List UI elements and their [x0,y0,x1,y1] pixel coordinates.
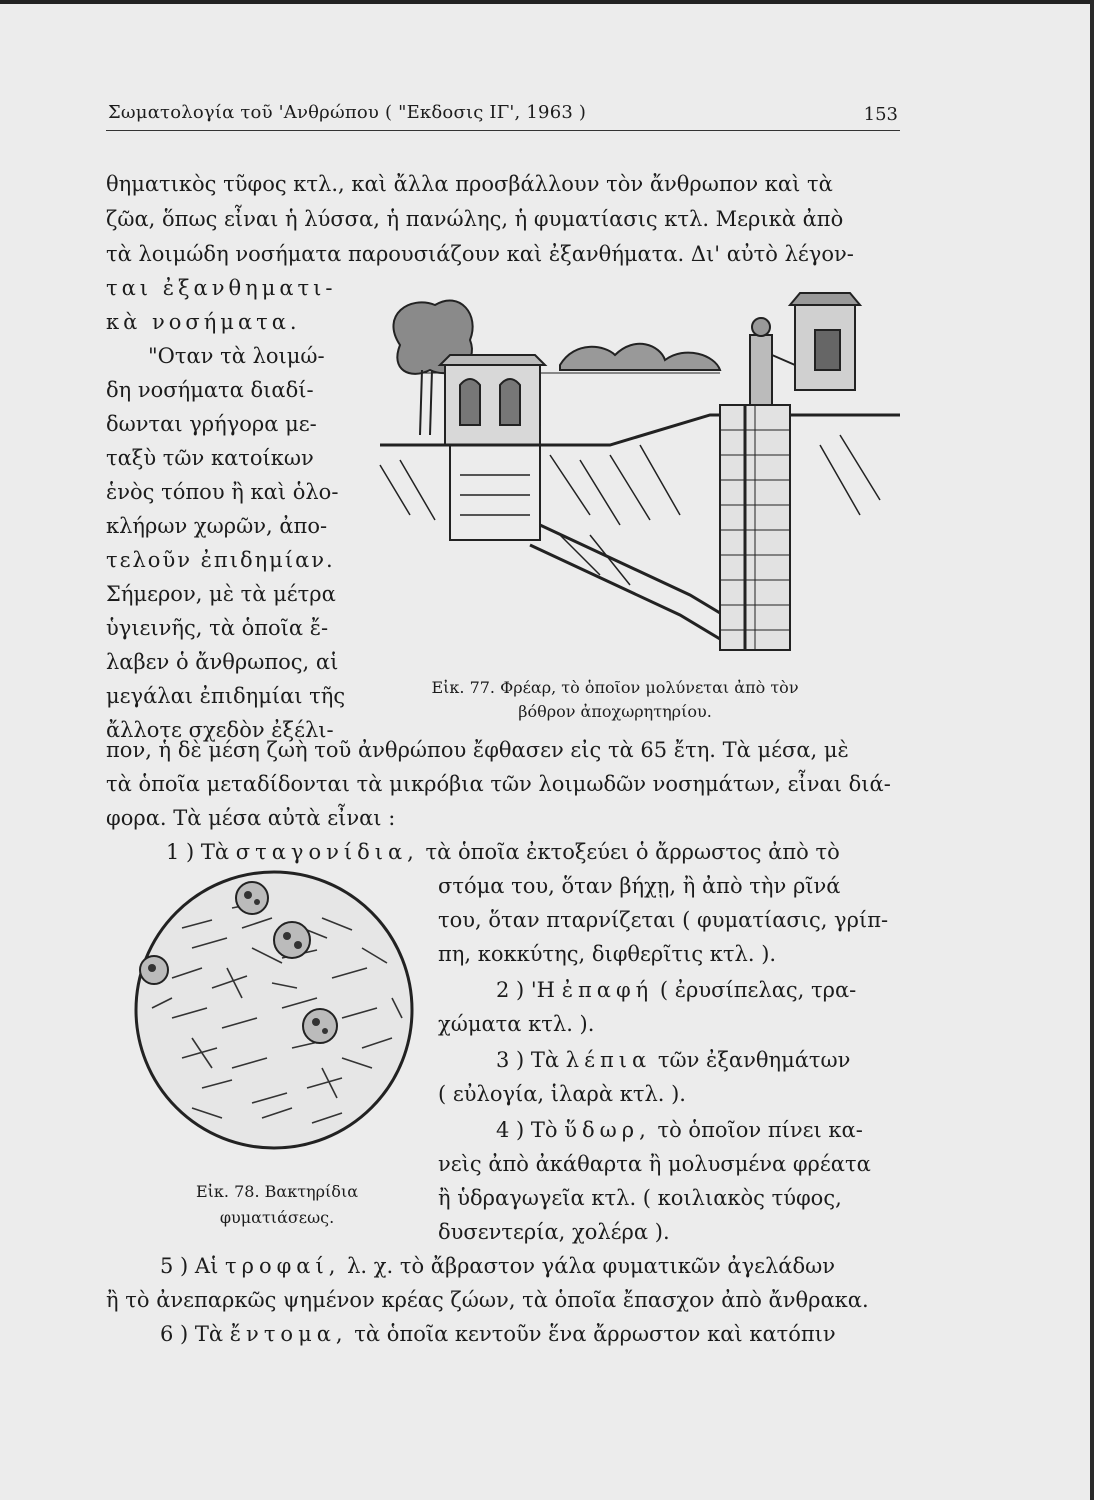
right-column-line: στόμα του, ὅταν βήχῃ, ἢ ἀπὸ τὴν ρῖνά [438,874,841,898]
item-1-term: σταγονίδια, [235,840,419,864]
running-head [106,100,900,131]
item-6-term: ἔντομα, [229,1322,348,1346]
item-4-prefix: 4 ) Τὸ [496,1118,558,1142]
left-column-line: "Οταν τὰ λοιμώ- [148,344,325,368]
left-column-line: ἑνὸς τόπου ἢ καὶ ὁλο- [106,480,339,504]
left-column-line: τελοῦν ἐπιδημίαν. [106,548,335,572]
item-4-cont: ἢ ὑδραγωγεῖα κτλ. ( κοιλιακὸς τύφος, [438,1186,842,1210]
item-6-prefix: 6 ) Τὰ [160,1322,224,1346]
left-column-line: ἄλλοτε σχεδὸν ἐξέλι- [106,718,334,742]
figure-78-caption-line1: Εἰκ. 78. Βακτηρίδια [195,1182,359,1201]
intro-line: θηματικὸς τῦφος κτλ., καὶ ἄλλα προσβάλλουν τὸν ἄνθρωπον καὶ τὰ [106,172,833,196]
mid-line: φορα. Τὰ μέσα αὐτὰ εἶναι : [106,806,396,830]
left-column-line: Σήμερον, μὲ τὰ μέτρα [106,582,336,606]
item-1-prefix: 1 ) Τὰ [166,840,230,864]
item-3-term: λέπια [565,1048,652,1072]
left-column-line: δη νοσήματα διαδί- [106,378,314,402]
item-1-line [166,838,840,866]
left-column-line: κλήρων χωρῶν, ἀπο- [106,514,328,538]
item-2-rest: ( ἐρυσίπελας, τρα- [659,978,857,1002]
item-3-cont: ( εὐλογία, ἱλαρὰ κτλ. ). [438,1082,686,1106]
item-6-line [160,1320,836,1348]
item-5-rest: λ. χ. τὸ ἄβραστον γάλα φυματικῶν ἀγελάδων [347,1254,836,1278]
item-4-rest: τὸ ὁποῖον πίνει κα- [657,1118,863,1142]
item-5-cont: ἢ τὸ ἀνεπαρκῶς ψημένον κρέας ζώων, τὰ ὁποῖα ἔπασχον ἀπὸ ἄνθρακα. [106,1288,869,1312]
item-3-prefix: 3 ) Τὰ [496,1048,560,1072]
item-2-cont: χώματα κτλ. ). [438,1012,595,1036]
well-latrine-illustration [360,285,900,665]
left-column-line: δωνται γρήγορα με- [106,412,317,436]
figure-77-caption-line1: Εἰκ. 77. Φρέαρ, τὸ ὁποῖον μολύνεται ἀπὸ τὸν [431,678,799,697]
item-4-line [496,1116,863,1144]
intro-line: τὰ λοιμώδη νοσήματα παρουσιάζουν καὶ ἐξανθήματα. Δι' αὐτὸ λέγον- [106,242,854,266]
intro-line: ται ἐξανθηματι- [106,276,337,300]
item-3-line [496,1046,850,1074]
left-column-line: μεγάλαι ἐπιδημίαι τῆς [106,684,346,708]
item-4-cont: νεὶς ἀπὸ ἀκάθαρτα ἢ μολυσμένα φρέατα [438,1152,871,1176]
item-1-rest: τὰ ὁποῖα ἐκτοξεύει ὁ ἄρρωστος ἀπὸ τὸ [425,840,840,864]
running-head-title: Σωματολογία τοῦ 'Ανθρώπου ( "Εκδοσις ΙΓ', 1963 ) [108,102,587,123]
figure-77-caption-line2: βόθρον ἀποχωρητηρίου. [518,702,712,721]
item-2-term: ἐπαφή [561,978,654,1002]
mid-line: τὰ ὁποῖα μεταδίδονται τὰ μικρόβια τῶν λοιμωδῶν νοσημάτων, εἶναι διά- [106,772,891,796]
item-5-line [160,1252,835,1280]
item-5-term: τροφαί, [225,1254,341,1278]
left-column-line: ταξὺ τῶν κατοίκων [106,446,314,470]
item-5-prefix: 5 ) Αἱ [160,1254,219,1278]
right-column-line: του, ὅταν πταρνίζεται ( φυματίασις, γρίπ- [438,908,889,932]
left-column-line: λαβεν ὁ ἄνθρωπος, αἱ [106,650,339,674]
figure-78-caption-line2: φυματιάσεως. [219,1208,335,1227]
mid-line: πον, ἡ δὲ μέση ζωὴ τοῦ ἀνθρώπου ἔφθασεν εἰς τὰ 65 ἔτη. Τὰ μέσα, μὲ [106,738,849,762]
item-3-rest: τῶν ἐξανθημάτων [657,1048,851,1072]
intro-line: κὰ νοσήματα. [106,310,301,334]
page-number: 153 [863,104,898,125]
tuberculosis-bacilli-illustration [132,868,417,1153]
item-2-prefix: 2 ) 'Η [496,978,555,1002]
right-column-line: πη, κοκκύτης, διφθερῖτις κτλ. ). [438,942,777,966]
item-4-term: ὕδωρ, [564,1118,651,1142]
item-6-rest: τὰ ὁποῖα κεντοῦν ἕνα ἄρρωστον καὶ κατόπιν [354,1322,836,1346]
intro-line: ζῶα, ὅπως εἶναι ἡ λύσσα, ἡ πανώλης, ἡ φυματίασις κτλ. Μερικὰ ἀπὸ [106,207,844,231]
item-4-cont: δυσεντερία, χολέρα ). [438,1220,670,1244]
item-2-line [496,976,856,1004]
left-column-line: ὑγιεινῆς, τὰ ὁποῖα ἔ- [106,616,329,640]
